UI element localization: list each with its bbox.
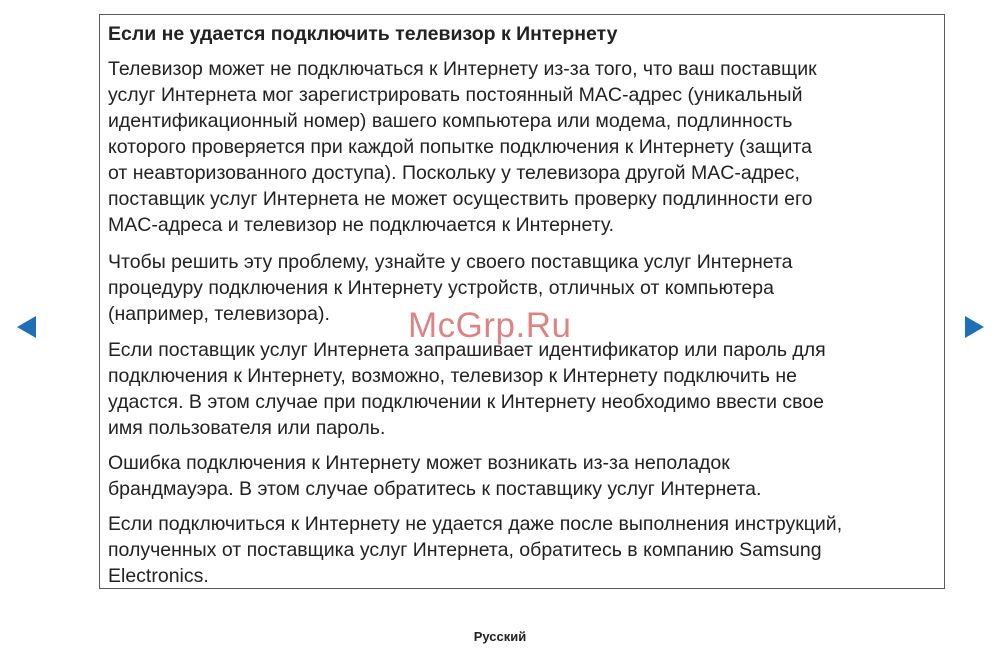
paragraph-contact-samsung <box>108 511 938 589</box>
paragraph-line: Ошибка подключения к Интернету может возникать из-за неполадок <box>108 452 730 474</box>
paragraph-mac-address <box>108 56 938 238</box>
paragraph-line: Если подключиться к Интернету не удается даже после выполнения инструкций, <box>108 513 843 535</box>
paragraph-line: полученных от поставщика услуг Интернета, обратитесь в компанию Samsung <box>108 539 822 561</box>
paragraph-line: идентификационный номер) вашего компьютера или модема, подлинность <box>108 110 793 132</box>
paragraph-line: Телевизор может не подключаться к Интернету из-за того, что ваш поставщик <box>108 58 817 80</box>
paragraph-credentials <box>108 337 938 441</box>
section-heading: Если не удается подключить телевизор к Интернету <box>108 23 618 45</box>
paragraph-line: подключения к Интернету, возможно, телевизор к Интернету подключить не <box>108 365 797 387</box>
paragraph-line: брандмауэра. В этом случае обратитесь к поставщику услуг Интернета. <box>108 478 762 500</box>
paragraph-line: Electronics. <box>108 565 209 587</box>
paragraph-firewall <box>108 450 938 502</box>
paragraph-line: удастся. В этом случае при подключении к Интернету необходимо ввести свое <box>108 391 824 413</box>
paragraph-line: процедуру подключения к Интернету устройств, отличных от компьютера <box>108 277 774 299</box>
paragraph-line: поставщик услуг Интернета не может осуществить проверку подлинности его <box>108 188 813 210</box>
paragraph-line: имя пользователя или пароль. <box>108 417 386 439</box>
paragraph-line: услуг Интернета мог зарегистрировать постоянный MAC-адрес (уникальный <box>108 84 803 106</box>
content-box <box>99 14 945 589</box>
paragraph-line: Если поставщик услуг Интернета запрашивает идентификатор или пароль для <box>108 339 826 361</box>
watermark: McGrp.Ru <box>408 306 572 345</box>
paragraph-solution <box>108 249 938 327</box>
paragraph-line: MAC-адреса и телевизор не подключается к Интернету. <box>108 214 615 236</box>
paragraph-line: Чтобы решить эту проблему, узнайте у своего поставщика услуг Интернета <box>108 251 793 273</box>
previous-page-arrow-icon[interactable] <box>17 316 36 338</box>
next-page-arrow-icon[interactable] <box>965 316 984 338</box>
paragraph-line: которого проверяется при каждой попытке подключения к Интернету (защита <box>108 136 812 158</box>
footer-language-label: Русский <box>473 629 527 644</box>
paragraph-line: (например, телевизора). <box>108 303 330 325</box>
paragraph-line: от неавторизованного доступа). Поскольку у телевизора другой MAC-адрес, <box>108 162 800 184</box>
